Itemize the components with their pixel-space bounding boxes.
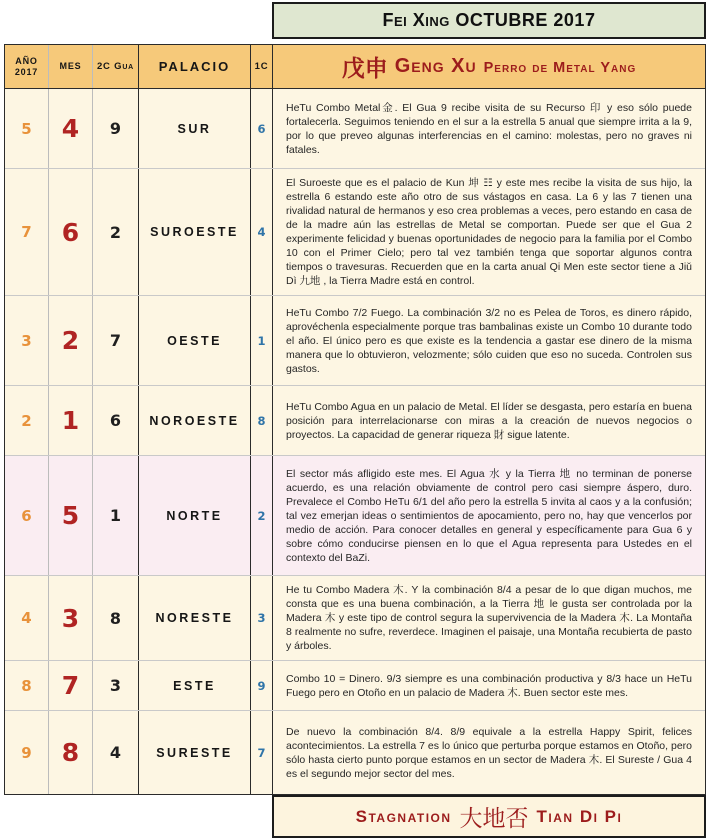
column-header-palacio-label: PALACIO <box>158 59 231 74</box>
month-star-value: 1 <box>49 386 93 455</box>
table-row-suroeste <box>5 169 705 296</box>
year-star-value: 6 <box>5 456 49 575</box>
month-pillar-header <box>273 45 705 88</box>
month-pillar-hanzi: 戊申 <box>341 56 388 82</box>
table-row-norte-highlighted <box>5 456 705 576</box>
palace-commentary: HeTu Combo Metal金. El Gua 9 recibe visita de su Recurso 印 y eso sólo puede fortalecerla. Seguimos teniendo en el sur a la estrella 5 anual que siempre irrita a la 9, por lo que preveo algunas interferencias en el camino: molestas, pero no graves ni fatales. <box>286 101 692 156</box>
gua-2c-value: 1 <box>93 456 139 575</box>
flying-stars-table <box>4 44 706 795</box>
month-star-value: 4 <box>49 89 93 168</box>
month-pillar-name: Geng Xu <box>394 55 477 77</box>
palace-name: OESTE <box>167 333 222 348</box>
gua-1c-value: 6 <box>251 89 273 168</box>
palace-name: NORTE <box>166 508 223 523</box>
table-row-oeste <box>5 296 705 386</box>
palace-commentary: Combo 10 = Dinero. 9/3 siempre es una combinación productiva y 8/3 hace un HeTu Fuego pero en Otoño en un palacio de Madera 木. Buen sector este mes. <box>286 672 692 699</box>
palace-name: SURESTE <box>156 745 233 760</box>
month-pillar-subtitle: Perro de Metal Yang <box>483 60 637 76</box>
column-header-2c-gua-label: 2C Gua <box>96 61 135 72</box>
gua-1c-value: 9 <box>251 661 273 710</box>
month-star-value: 8 <box>49 711 93 794</box>
palace-commentary: HeTu Combo Agua en un palacio de Metal. El líder se desgasta, pero estaría en buena posición para interrelacionarse con miras a la creación de nuevos negocios o proyectos. La capacidad de generar riqueza 財 sigue latente. <box>286 400 692 441</box>
column-header-1c-label: 1C <box>254 61 269 72</box>
year-star-value: 4 <box>5 576 49 660</box>
gua-1c-value: 7 <box>251 711 273 794</box>
palace-commentary: HeTu Combo 7/2 Fuego. La combinación 3/2 no es Pelea de Toros, es dinero rápido, aprovéchenla especialmente porque tras bambalinas existe un Combo 10 durante todo el año. El único pero es que existe es la tendencia a gastar ese dinero de la misma manera que lo obtuvieron, velozmente; sólo cuiden que eso no suceda. Controlen sus gastos. <box>286 306 692 375</box>
year-star-value: 5 <box>5 89 49 168</box>
palace-name: SUR <box>177 121 212 136</box>
gua-1c-value: 3 <box>251 576 273 660</box>
year-star-value: 7 <box>5 169 49 295</box>
report-title: Fei Xing OCTUBRE 2017 <box>382 10 596 30</box>
report-title-box <box>272 2 706 39</box>
column-header-ano-line1: AÑO <box>15 55 38 66</box>
column-header-ano <box>5 45 49 88</box>
month-star-value: 2 <box>49 296 93 385</box>
gua-2c-value: 2 <box>93 169 139 295</box>
hexagram-name-english: Stagnation <box>355 806 452 826</box>
column-header-mes-label: MES <box>59 61 82 71</box>
gua-2c-value: 4 <box>93 711 139 794</box>
column-header-2c-gua <box>93 45 139 88</box>
table-row-noroeste <box>5 386 705 456</box>
year-star-value: 8 <box>5 661 49 710</box>
palace-name: SUROESTE <box>150 225 239 239</box>
column-header-mes <box>49 45 93 88</box>
month-star-value: 6 <box>49 169 93 295</box>
palace-name: NOROESTE <box>149 413 240 428</box>
month-star-value: 3 <box>49 576 93 660</box>
column-header-ano-line2: 2017 <box>14 66 39 77</box>
palace-commentary: El Suroeste que es el palacio de Kun 坤 ☷ y este mes recibe la visita de sus hijo, la estrella 6 estando este año otro de sus vástagos en casa. La 6 y las 7 tienen una rivalidad natural de hermanos y eso crea problemas a veces, pero estando en casa de de la madre aún las estrellas de Metal se comportan. Puede ser que el Gua 2 experimente felicidad y buenas oportunidades de negocio para la familia por el Combo 10 con el Primer Cielo; pero tal vez también tenga que soportar algunos contra tiempos o travesuras. Recuerden que en la carta anual Qi Men este sector tiene a Jiǔ Dì 九地 , la Tierra Madre está en control. <box>286 177 692 287</box>
palace-name: ESTE <box>173 678 216 693</box>
gua-2c-value: 8 <box>93 576 139 660</box>
palace-name: NORESTE <box>155 611 234 625</box>
palace-commentary: De nuevo la combinación 8/4. 8/9 equivale a la estrella Happy Spirit, felices acontecimientos. La estrella 7 es lo único que perturba porque estamos en Otoño, pero sólo hasta cierto punto porque estamos en un sector de Madera 木. El Sureste / Gua 4 es el segundo mejor sector del mes. <box>286 725 692 780</box>
hexagram-name-pinyin: Tian Di Pi <box>536 806 623 826</box>
hexagram-footer-box <box>272 795 706 838</box>
gua-1c-value: 2 <box>251 456 273 575</box>
gua-1c-value: 8 <box>251 386 273 455</box>
palace-commentary: He tu Combo Madera 木. Y la combinación 8/4 a pesar de lo que digan muchos, me consta que es una buena combinación, a la Tierra 地 le gusta ser controlada por la Madera 木 y este tipo de control segura la supervivencia de la Madera 木. La Montaña 8 realmente no sufre, reverdece. Imaginen el paisaje, una Montaña recubierta de pasto y árboles. <box>286 584 692 652</box>
table-row-sur <box>5 89 705 169</box>
column-header-1c <box>251 45 273 88</box>
month-star-value: 7 <box>49 661 93 710</box>
gua-2c-value: 6 <box>93 386 139 455</box>
gua-1c-value: 1 <box>251 296 273 385</box>
palace-commentary: El sector más afligido este mes. El Agua 水 y la Tierra 地 no terminan de ponerse acuerdo, es una relación obviamente de control pero casi siempre áspero, duro. Prevalece el Combo HeTu 6/1 del año pero la estrella 5 invita al caos y a la confusión; tal vez emerjan ideas o sentimientos de apocamiento, pero no, hay que vencerlos por medio de acción. Para conocer detalles en general y específicamente para Gua 6 y sobre cómo conducirse piensen en lo que el Agua representa para Ustedes en el contexto del BaZi. <box>286 467 692 564</box>
month-star-value: 5 <box>49 456 93 575</box>
year-star-value: 9 <box>5 711 49 794</box>
gua-1c-value: 4 <box>251 169 273 295</box>
gua-2c-value: 7 <box>93 296 139 385</box>
table-row-sureste <box>5 711 705 794</box>
table-row-este <box>5 661 705 711</box>
hexagram-hanzi: 大地否 <box>459 806 529 832</box>
column-header-palacio <box>139 45 251 88</box>
table-header-row <box>5 45 705 89</box>
gua-2c-value: 9 <box>93 89 139 168</box>
table-row-noreste <box>5 576 705 661</box>
year-star-value: 3 <box>5 296 49 385</box>
year-star-value: 2 <box>5 386 49 455</box>
gua-2c-value: 3 <box>93 661 139 710</box>
